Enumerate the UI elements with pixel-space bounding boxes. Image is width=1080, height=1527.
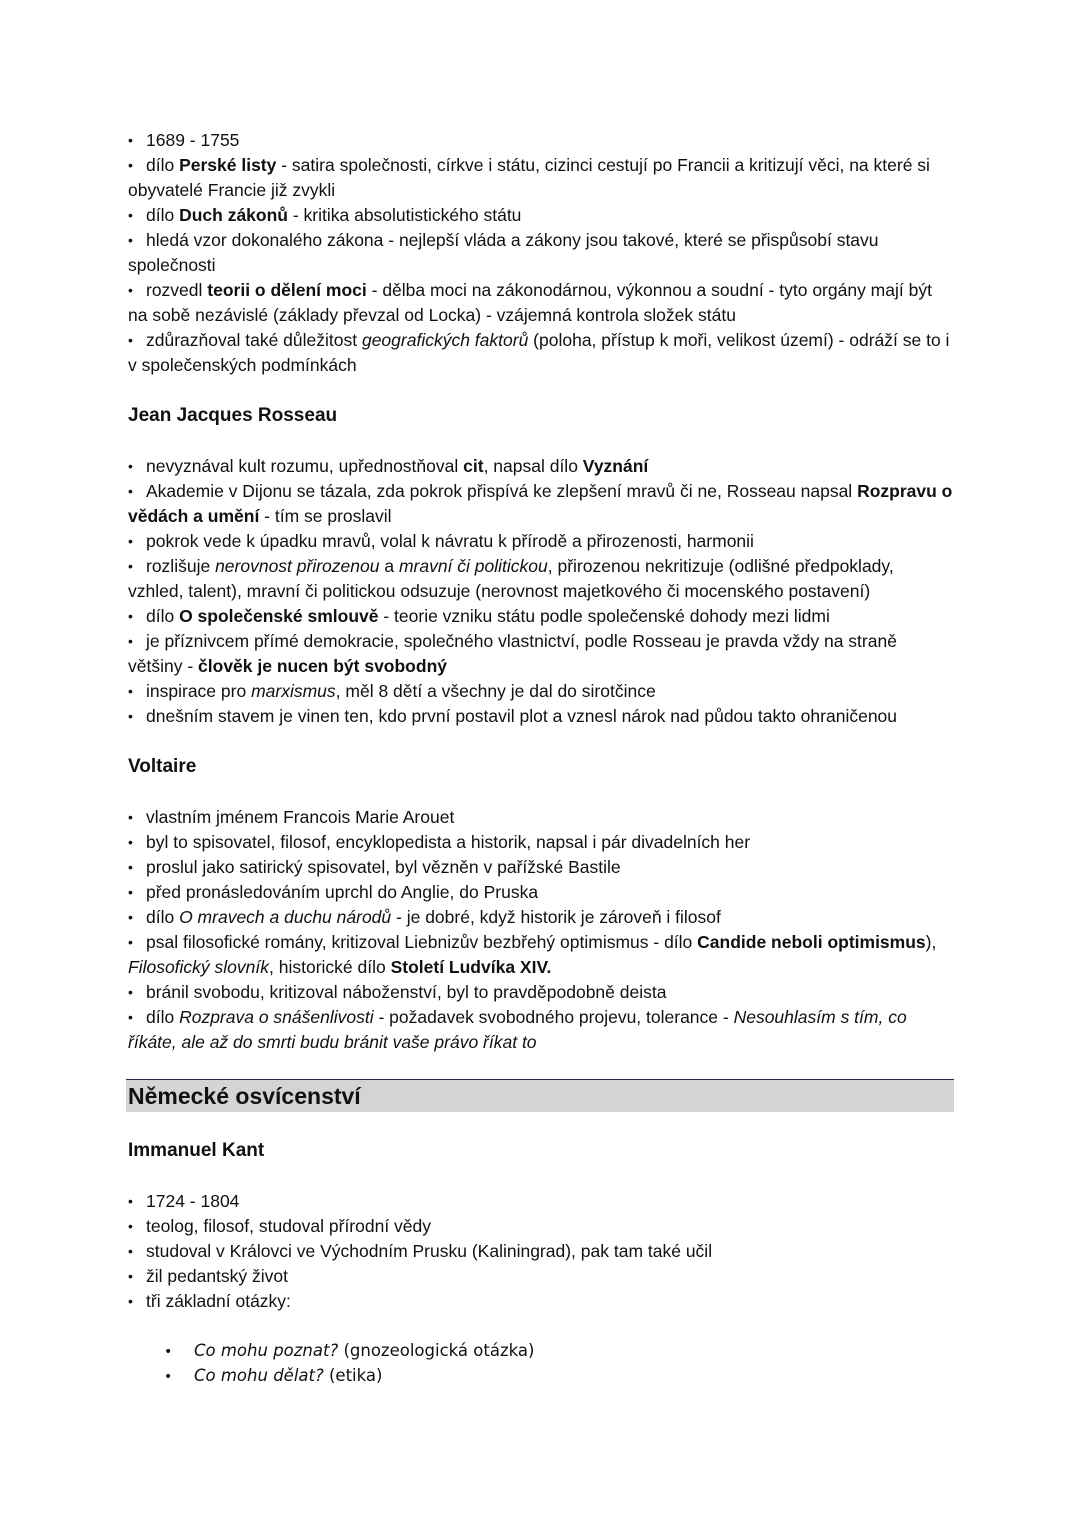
text: žil pedantský život xyxy=(146,1266,289,1286)
list-item xyxy=(128,554,954,604)
list-item xyxy=(128,1189,954,1214)
list-item xyxy=(128,1264,954,1289)
bullet-icon xyxy=(164,1340,194,1364)
text: inspirace pro xyxy=(146,681,252,701)
bullet-icon xyxy=(128,805,146,830)
list-item xyxy=(128,153,954,203)
bullet-icon xyxy=(164,1365,194,1389)
list-item xyxy=(128,604,954,629)
text: před pronásledováním uprchl do Anglie, do Pruska xyxy=(146,882,539,902)
text: zdůrazňoval také důležitost xyxy=(146,330,362,350)
text: - požadavek svobodného projevu, tolerance - xyxy=(373,1007,734,1027)
text: - je dobré, když historik je zároveň i filosof xyxy=(391,907,721,927)
montesquieu-list xyxy=(128,128,954,378)
kant-list xyxy=(128,1189,954,1314)
list-item xyxy=(128,855,954,880)
bold-text: Rozpravu o vědách a umění xyxy=(128,481,953,526)
text: tři základní otázky: xyxy=(146,1291,291,1311)
list-item xyxy=(128,328,954,378)
bullet-icon xyxy=(128,704,146,729)
list-item xyxy=(128,278,954,328)
list-item xyxy=(128,980,954,1005)
bullet-icon xyxy=(128,529,146,554)
bold-text: cit xyxy=(463,456,484,476)
bullet-icon xyxy=(128,328,146,353)
list-item xyxy=(128,1289,954,1314)
bullet-icon xyxy=(128,604,146,629)
rosseau-list xyxy=(128,454,954,729)
bold-text: člověk je nucen být svobodný xyxy=(198,656,447,676)
text: a xyxy=(379,556,399,576)
text: - satira společnosti, církve i státu, cizinci cestují po Francii a kritizují věci, na které si obyvatelé Francie již zvykli xyxy=(128,155,930,200)
text: teolog, filosof, studoval přírodní vědy xyxy=(146,1216,432,1236)
text: 1724 - 1804 xyxy=(146,1191,240,1211)
bullet-icon xyxy=(128,830,146,855)
bullet-icon xyxy=(128,1289,146,1314)
italic-text: O mravech a duchu národů xyxy=(179,907,392,927)
italic-text: Nesouhlasím s tím, co říkáte, ale až do smrti budu bránit vaše právo říkat to xyxy=(128,1007,907,1052)
bullet-icon xyxy=(128,1005,146,1030)
text: dnešním stavem je vinen ten, kdo první postavil plot a vznesl nárok nad půdou takto ohraničenou xyxy=(146,706,898,726)
text: , přirozenou nekritizuje (odlišné předpoklady, vzhled, talent), mravní či politickou odsuzuje (nerovnost majetkového či mocenského postavení) xyxy=(128,556,894,601)
bullet-icon xyxy=(128,153,146,178)
bullet-icon xyxy=(128,228,146,253)
bullet-icon xyxy=(128,679,146,704)
text: byl to spisovatel, filosof, encyklopedista a historik, napsal i pár divadelních her xyxy=(146,832,751,852)
voltaire-list xyxy=(128,805,954,1055)
heading-rosseau: Jean Jacques Rosseau xyxy=(128,405,338,426)
italic-text: mravní či politickou xyxy=(398,556,548,576)
list-item xyxy=(128,479,954,529)
text: (etika) xyxy=(323,1366,383,1385)
bold-text: Duch zákonů xyxy=(179,205,288,225)
text: (gnozeologická otázka) xyxy=(338,1341,535,1360)
list-item xyxy=(128,228,954,278)
list-item xyxy=(128,1239,954,1264)
bold-text: Candide neboli optimismus xyxy=(697,932,926,952)
text: je příznivcem přímé demokracie, společného vlastnictví, podle Rosseau je pravda vždy na straně většiny - xyxy=(128,631,897,676)
bullet-icon xyxy=(128,128,146,153)
text: dílo xyxy=(146,155,180,175)
text: ), xyxy=(925,932,937,952)
italic-text: Co mohu poznat? xyxy=(194,1341,339,1360)
bullet-icon xyxy=(128,880,146,905)
list-item xyxy=(128,905,954,930)
section-heading-german-enlightenment: Německé osvícenství xyxy=(126,1079,954,1112)
bullet-icon xyxy=(128,554,146,579)
heading-voltaire: Voltaire xyxy=(128,756,197,777)
bullet-icon xyxy=(128,980,146,1005)
text: dílo xyxy=(146,606,180,626)
text: psal filosofické romány, kritizoval Liebnizův bezbřehý optimismus - dílo xyxy=(146,932,698,952)
text: - tím se proslavil xyxy=(259,506,392,526)
kant-questions-list xyxy=(128,1339,954,1389)
list-item xyxy=(128,128,954,153)
heading-kant: Immanuel Kant xyxy=(128,1140,265,1161)
bold-text: Vyznání xyxy=(582,456,649,476)
text: nevyznával kult rozumu, upřednostňoval xyxy=(146,456,464,476)
text: bránil svobodu, kritizoval náboženství, byl to pravděpodobně deista xyxy=(146,982,667,1002)
text: pokrok vede k úpadku mravů, volal k návratu k přírodě a přirozenosti, harmonii xyxy=(146,531,754,551)
bullet-icon xyxy=(128,479,146,504)
list-item xyxy=(128,529,954,554)
italic-text: nerovnost přirozenou xyxy=(215,556,380,576)
bold-text: O společenské smlouvě xyxy=(179,606,379,626)
text: proslul jako satirický spisovatel, byl vězněn v pařížské Bastile xyxy=(146,857,621,877)
list-item xyxy=(128,1005,954,1055)
text: , napsal dílo xyxy=(483,456,583,476)
italic-text: Rozprava o snášenlivosti xyxy=(179,1007,374,1027)
bullet-icon xyxy=(128,1239,146,1264)
list-item xyxy=(128,679,954,704)
text: - teorie vzniku státu podle společenské dohody mezi lidmi xyxy=(378,606,830,626)
text: studoval v Královci ve Východním Prusku (Kaliningrad), pak tam také učil xyxy=(146,1241,713,1261)
text: - dělba moci na zákonodárnou, výkonnou a soudní - tyto orgány mají být na sobě nezávislé (základy převzal od Locka) - vzájemná kontrola složek státu xyxy=(128,280,932,325)
text: dílo xyxy=(146,205,180,225)
list-item xyxy=(164,1339,954,1364)
list-item xyxy=(128,454,954,479)
text: hledá vzor dokonalého zákona - nejlepší vláda a zákony jsou takové, které se přispůsobí stavu společnosti xyxy=(128,230,879,275)
italic-text: Filosofický slovník xyxy=(128,957,270,977)
list-item xyxy=(128,203,954,228)
text: rozvedl xyxy=(146,280,208,300)
text: dílo xyxy=(146,907,180,927)
list-item xyxy=(128,1214,954,1239)
text: Akademie v Dijonu se tázala, zda pokrok přispívá ke zlepšení mravů či ne, Rosseau napsal xyxy=(146,481,858,501)
list-item xyxy=(128,629,954,679)
bold-text: Století Ludvíka XIV. xyxy=(390,957,552,977)
list-item xyxy=(128,930,954,980)
bullet-icon xyxy=(128,1214,146,1239)
list-item xyxy=(128,830,954,855)
bullet-icon xyxy=(128,278,146,303)
bold-text: Perské listy xyxy=(179,155,277,175)
text: - kritika absolutistického státu xyxy=(287,205,522,225)
text: 1689 - 1755 xyxy=(146,130,240,150)
text: rozlišuje xyxy=(146,556,216,576)
bullet-icon xyxy=(128,1189,146,1214)
document-page xyxy=(128,128,954,1389)
italic-text: geografických faktorů xyxy=(361,330,529,350)
bullet-icon xyxy=(128,1264,146,1289)
list-item xyxy=(128,880,954,905)
bullet-icon xyxy=(128,629,146,654)
bullet-icon xyxy=(128,855,146,880)
list-item xyxy=(128,704,954,729)
bullet-icon xyxy=(128,454,146,479)
text: (poloha, přístup k moři, velikost území) - odráží se to i v společenských podmínkách xyxy=(128,330,950,375)
bullet-icon xyxy=(128,905,146,930)
list-item xyxy=(128,805,954,830)
bullet-icon xyxy=(128,203,146,228)
text: dílo xyxy=(146,1007,180,1027)
italic-text: Co mohu dělat? xyxy=(194,1366,324,1385)
italic-text: marxismus xyxy=(251,681,336,701)
text: vlastním jménem Francois Marie Arouet xyxy=(146,807,455,827)
bullet-icon xyxy=(128,930,146,955)
list-item xyxy=(164,1364,954,1389)
bold-text: teorii o dělení moci xyxy=(207,280,367,300)
text: , měl 8 dětí a všechny je dal do sirotčince xyxy=(335,681,656,701)
text: , historické dílo xyxy=(269,957,391,977)
